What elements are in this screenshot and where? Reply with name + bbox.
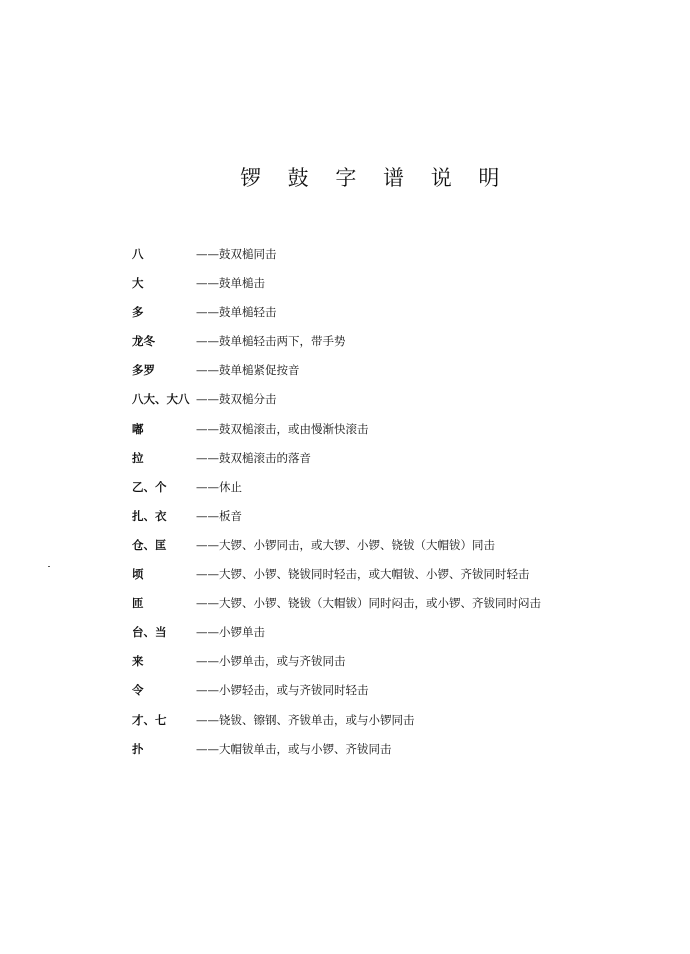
legend-row: [132, 618, 652, 647]
legend-row: [132, 502, 652, 531]
legend-row: [132, 706, 652, 735]
legend-term: 乙、个: [132, 479, 167, 494]
legend-row: [132, 415, 652, 444]
legend-description: ——大锣、小锣、铙钹同时轻击，或大帽钹、小锣、齐钹同时轻击: [196, 567, 530, 582]
legend-term: 大: [132, 276, 144, 291]
scan-speck: [48, 566, 50, 567]
percussion-notation-legend: [132, 240, 652, 764]
legend-row: [132, 356, 652, 385]
legend-row: [132, 735, 652, 764]
legend-term: 多罗: [132, 363, 155, 378]
legend-term: 令: [132, 683, 144, 698]
legend-description: ——大锣、小锣同击，或大锣、小锣、铙钹（大帽钹）同击: [196, 537, 495, 552]
legend-term: 龙冬: [132, 334, 155, 349]
legend-row: [132, 589, 652, 618]
legend-term: 仓、匡: [132, 537, 167, 552]
legend-term: 匝: [132, 596, 144, 611]
legend-description: ——铙钹、镲钢、齐钹单击，或与小锣同击: [196, 712, 415, 727]
legend-row: [132, 531, 652, 560]
legend-description: ——鼓双槌滚击的落音: [196, 450, 311, 465]
legend-term: 扑: [132, 741, 144, 756]
legend-description: ——大锣、小锣、铙钹（大帽钹）同时闷击，或小锣、齐钹同时闷击: [196, 596, 541, 611]
legend-description: ——鼓单槌紧促按音: [196, 363, 300, 378]
legend-term: 才、七: [132, 712, 167, 727]
legend-description: ——板音: [196, 508, 242, 523]
legend-row: [132, 327, 652, 356]
legend-row: [132, 560, 652, 589]
legend-description: ——鼓双槌同击: [196, 247, 277, 261]
legend-description: ——鼓双槌分击: [196, 392, 277, 407]
legend-description: ——大帽钹单击，或与小锣、齐钹同击: [196, 741, 392, 756]
legend-term: 拉: [132, 450, 144, 465]
legend-row: [132, 298, 652, 327]
page-title: 锣 鼓 字 谱 说 明: [240, 166, 510, 190]
legend-term: 八大、大八: [132, 392, 190, 407]
legend-row: [132, 385, 652, 414]
legend-description: ——鼓单槌轻击: [196, 305, 277, 320]
legend-term: 来: [132, 654, 144, 669]
legend-description: ——小锣单击，或与齐钹同击: [196, 654, 346, 669]
legend-row: [132, 647, 652, 676]
legend-row: [132, 269, 652, 298]
legend-row: [132, 473, 652, 502]
legend-term: 扎、衣: [132, 508, 167, 523]
legend-term: 顷: [132, 567, 144, 582]
legend-description: ——小锣单击: [196, 625, 265, 640]
legend-row: [132, 444, 652, 473]
legend-description: ——小锣轻击，或与齐钹同时轻击: [196, 683, 369, 698]
legend-description: ——鼓双槌滚击，或由慢渐快滚击: [196, 421, 369, 436]
legend-term: 嘟: [132, 421, 144, 436]
legend-row: [132, 240, 652, 269]
legend-description: ——休止: [196, 479, 242, 494]
legend-description: ——鼓单槌轻击两下，带手势: [196, 334, 346, 349]
legend-term: 多: [132, 305, 144, 320]
legend-description: ——鼓单槌击: [196, 276, 265, 291]
legend-term: 八: [132, 247, 144, 261]
legend-row: [132, 676, 652, 705]
legend-term: 台、当: [132, 625, 167, 640]
